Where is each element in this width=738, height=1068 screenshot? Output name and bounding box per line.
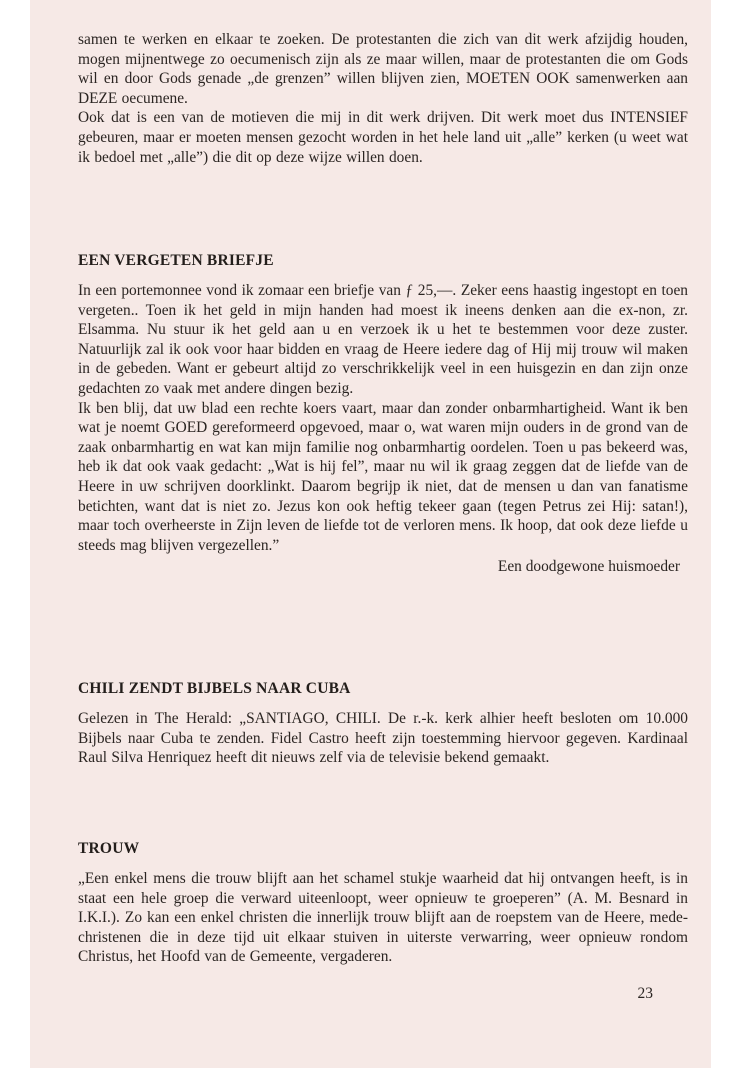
intro-block xyxy=(78,30,688,167)
article-paragraph: „Een enkel mens die trouw blijft aan het schamel stukje waarheid dat hij ontvangen heeft, is in staat een hele groep die verward uiteenloopt, weer opnieuw te groeperen” (A. M. Besnard in I.K.I.). Zo kan een enkel christen die innerlijk trouw blijft aan de roepstem van de Heere, mede-christenen die in deze tijd uit elkaar stuiven in uiterste verwarring, weer opnieuw rondom Christus, het Hoofd van de Gemeente, vergaderen. xyxy=(78,870,688,966)
page-sheet xyxy=(30,0,711,1068)
article-heading: EEN VERGETEN BRIEFJE xyxy=(78,252,274,269)
article-heading: CHILI ZENDT BIJBELS NAAR CUBA xyxy=(78,680,351,697)
article-paragraph: Ik ben blij, dat uw blad een rechte koers vaart, maar dan zonder onbarmhartigheid. Want ik ben wat je noemt GOED gereformeerd opgevoed, maar o, wat waren mijn ouders in de grond van de zaak onbarmhartig en wat kan mijn familie nog onbarmhartig oordelen. Toen u pas bekeerd was, heb ik dat ook vaak gedacht: „Wat is hij fel”, maar nu wil ik graag zeggen dat de liefde van de Heere in uw schrijven doorklinkt. Daarom begrijp ik niet, dat de mensen u dan van fanatisme betichten, want dat is niet zo. Jezus kon ook heftig tekeer gaan (tegen Petrus zei Hij: satan!), maar toch overheerste in Zijn leven de liefde tot de verloren mens. Ik hoop, dat ook deze liefde u steeds mag blijven vergezellen.” xyxy=(78,399,688,554)
article-heading: TROUW xyxy=(78,840,140,857)
article-chili-bijbels xyxy=(78,680,688,768)
page-number: 23 xyxy=(637,985,653,1002)
article-trouw xyxy=(78,840,688,967)
intro-paragraph: samen te werken en elkaar te zoeken. De protestanten die zich van dit werk afzijdig houden, mogen mijnentwege zo oecumenisch zijn als ze maar willen, maar de protestanten die om Gods wil en door Gods genade „de grenzen” willen blijven zien, MOETEN OOK samenwerken aan DEZE oecumene. xyxy=(78,31,688,107)
article-vergeten-briefje xyxy=(78,252,688,577)
article-paragraph: Gelezen in The Herald: „SANTIAGO, CHILI. De r.-k. kerk alhier heeft besloten om 10.000 Bijbels naar Cuba te zenden. Fidel Castro heeft zijn toestemming hiervoor gegeven. Kardinaal Raul Silva Henriquez heeft dit nieuws zelf via de televisie bekend gemaakt. xyxy=(78,710,688,767)
intro-paragraph: Ook dat is een van de motieven die mij in dit werk drijven. Dit werk moet dus INTENSIEF gebeuren, maar er moeten mensen gezocht worden in het hele land uit „alle” kerken (u weet wat ik bedoel met „alle”) die dit op deze wijze willen doen. xyxy=(78,109,688,166)
article-signature: Een doodgewone huismoeder xyxy=(497,558,680,576)
article-paragraph: In een portemonnee vond ik zomaar een briefje van ƒ 25,—. Zeker eens haastig ingestopt en toen vergeten.. Toen ik het geld in mijn handen had moest ik ineens denken aan die ex-non, zr. Elsamma. Nu stuur ik het geld aan u en verzoek ik u het te bestemmen voor deze zuster. Natuurlijk zal ik ook voor haar bidden en vraag de Heere iedere dag of Hij mij trouw wil maken in de gebeden. Want er gebeurt altijd zo verschrikkelijk veel in een huisgezin en dan zijn onze gedachten zo vaak met andere dingen bezig. xyxy=(78,282,688,397)
